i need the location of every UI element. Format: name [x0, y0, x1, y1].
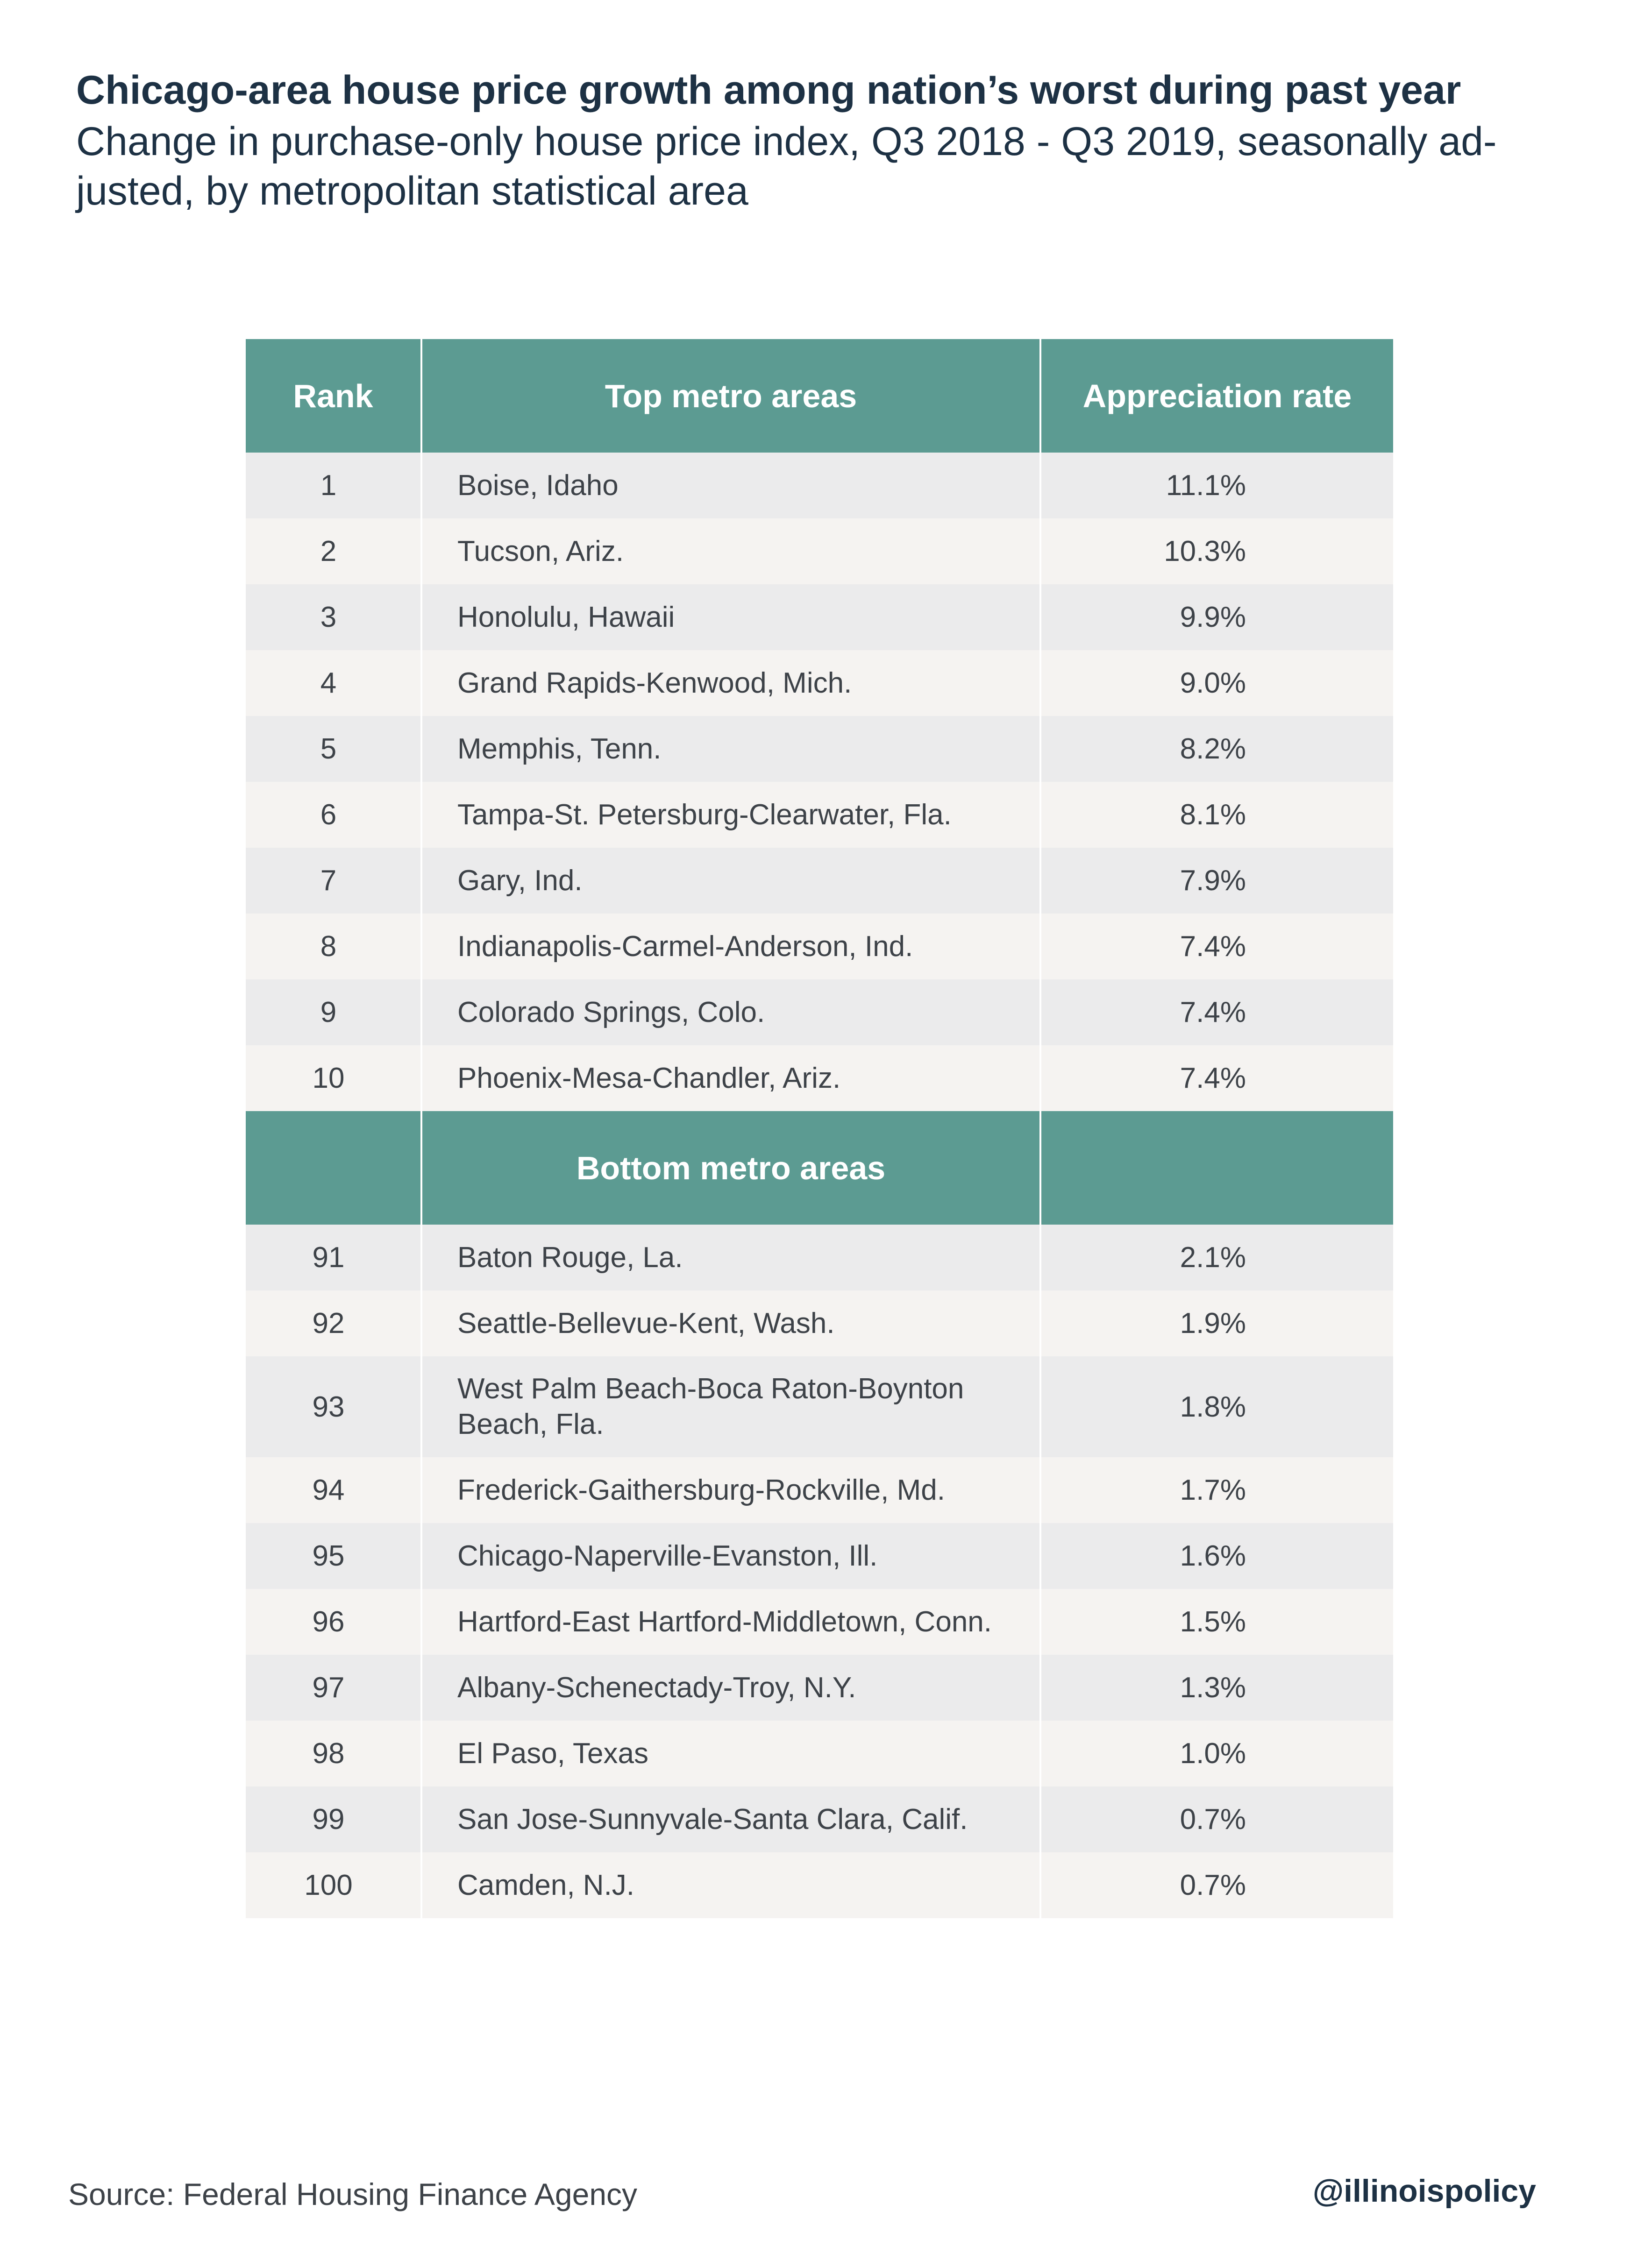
social-handle: @illinoispolicy [1312, 2173, 1536, 2209]
metro-area-cell: Memphis, Tenn. [422, 716, 1041, 782]
rank-cell: 98 [246, 1721, 422, 1786]
table-row [246, 848, 1393, 914]
table-row [246, 1786, 1393, 1852]
table-header-row [246, 339, 1393, 453]
rank-cell: 96 [246, 1589, 422, 1655]
rank-cell: 99 [246, 1786, 422, 1852]
rank-cell: 94 [246, 1457, 422, 1523]
appreciation-rate-cell: 1.9% [1180, 1307, 1246, 1340]
metro-area-cell: Indianapolis-Carmel-Anderson, Ind. [422, 914, 1041, 979]
table-row [246, 518, 1393, 584]
top-metro-rows [246, 453, 1393, 1111]
rank-cell: 2 [246, 518, 422, 584]
rank-cell: 97 [246, 1655, 422, 1721]
top-areas-column-header: Top metro areas [422, 339, 1041, 453]
rank-cell: 91 [246, 1225, 422, 1290]
appreciation-rate-cell: 0.7% [1180, 1869, 1246, 1901]
empty-header-cell [246, 1111, 422, 1225]
rank-cell: 95 [246, 1523, 422, 1589]
rank-cell: 93 [246, 1356, 422, 1457]
rank-cell: 1 [246, 453, 422, 518]
table-row [246, 1655, 1393, 1721]
bottom-section-header-row [246, 1111, 1393, 1225]
rank-cell: 10 [246, 1045, 422, 1111]
rank-cell: 4 [246, 650, 422, 716]
metro-area-cell: Baton Rouge, La. [422, 1225, 1041, 1290]
metro-area-cell: Gary, Ind. [422, 848, 1041, 914]
rank-cell: 8 [246, 914, 422, 979]
table-row [246, 782, 1393, 848]
metro-area-cell: Boise, Idaho [422, 453, 1041, 518]
metro-table [246, 339, 1393, 1918]
appreciation-rate-cell: 1.6% [1180, 1540, 1246, 1572]
metro-area-cell: San Jose-Sunnyvale-Santa Clara, Calif. [422, 1786, 1041, 1852]
appreciation-column-header: Appreciation rate [1082, 377, 1352, 414]
source-note: Source: Federal Housing Finance Agency [68, 2177, 638, 2211]
appreciation-rate-cell: 1.3% [1180, 1672, 1246, 1704]
table-row [246, 1589, 1393, 1655]
appreciation-rate-cell: 1.0% [1180, 1737, 1246, 1770]
rank-cell: 7 [246, 848, 422, 914]
chart-subtitle: Change in purchase-only house price index, Q3 2018 - Q3 2019, seasonally ad-justed, by metropolitan statistical area [76, 119, 1497, 213]
rank-cell: 100 [246, 1852, 422, 1918]
table-row [246, 1523, 1393, 1589]
table-row [246, 914, 1393, 979]
rank-cell: 5 [246, 716, 422, 782]
metro-area-cell: Seattle-Bellevue-Kent, Wash. [422, 1290, 1041, 1356]
rank-cell: 92 [246, 1290, 422, 1356]
chart-title: Chicago-area house price growth among nation’s worst during past year [76, 68, 1461, 113]
appreciation-rate-cell: 9.9% [1180, 601, 1246, 633]
metro-area-cell: Grand Rapids-Kenwood, Mich. [422, 650, 1041, 716]
table-row [246, 716, 1393, 782]
appreciation-rate-cell: 8.2% [1180, 733, 1246, 765]
empty-header-cell [1041, 1111, 1393, 1225]
metro-area-cell: Hartford-East Hartford-Middletown, Conn. [422, 1589, 1041, 1655]
rank-cell: 3 [246, 584, 422, 650]
table-row [246, 1852, 1393, 1918]
appreciation-rate-cell: 1.8% [1180, 1390, 1246, 1423]
table-row [246, 650, 1393, 716]
appreciation-rate-cell: 1.5% [1180, 1606, 1246, 1638]
rank-column-header: Rank [246, 339, 422, 453]
appreciation-rate-cell: 1.7% [1180, 1474, 1246, 1506]
bottom-metro-rows [246, 1225, 1393, 1918]
metro-area-cell: Tampa-St. Petersburg-Clearwater, Fla. [422, 782, 1041, 848]
appreciation-rate-cell: 0.7% [1180, 1803, 1246, 1836]
table-row [246, 1356, 1393, 1457]
table-row [246, 1721, 1393, 1786]
table-row [246, 453, 1393, 518]
table-row [246, 1290, 1393, 1356]
appreciation-rate-cell: 8.1% [1180, 799, 1246, 831]
appreciation-rate-cell: 10.3% [1164, 535, 1246, 567]
metro-area-cell: Chicago-Naperville-Evanston, Ill. [422, 1523, 1041, 1589]
appreciation-rate-cell: 7.4% [1180, 1062, 1246, 1094]
table-row [246, 1225, 1393, 1290]
table-row [246, 979, 1393, 1045]
rank-cell: 9 [246, 979, 422, 1045]
metro-area-cell: El Paso, Texas [422, 1721, 1041, 1786]
metro-area-cell: Tucson, Ariz. [422, 518, 1041, 584]
table-row [246, 1457, 1393, 1523]
metro-area-cell: Phoenix-Mesa-Chandler, Ariz. [422, 1045, 1041, 1111]
appreciation-rate-cell: 9.0% [1180, 667, 1246, 699]
appreciation-rate-cell: 11.1% [1166, 469, 1246, 502]
appreciation-rate-cell: 7.4% [1180, 930, 1246, 963]
appreciation-rate-cell: 7.9% [1180, 865, 1246, 897]
metro-area-cell: Camden, N.J. [422, 1852, 1041, 1918]
metro-area-cell: Honolulu, Hawaii [422, 584, 1041, 650]
table-row [246, 1045, 1393, 1111]
metro-area-cell: Albany-Schenectady-Troy, N.Y. [422, 1655, 1041, 1721]
appreciation-rate-cell: 2.1% [1180, 1241, 1246, 1274]
metro-area-cell: Frederick-Gaithersburg-Rockville, Md. [422, 1457, 1041, 1523]
bottom-areas-header: Bottom metro areas [422, 1111, 1041, 1225]
appreciation-rate-cell: 7.4% [1180, 996, 1246, 1028]
metro-area-cell: West Palm Beach-Boca Raton-Boynton Beach, Fla. [422, 1356, 1041, 1457]
metro-area-cell: Colorado Springs, Colo. [422, 979, 1041, 1045]
rank-cell: 6 [246, 782, 422, 848]
table-row [246, 584, 1393, 650]
